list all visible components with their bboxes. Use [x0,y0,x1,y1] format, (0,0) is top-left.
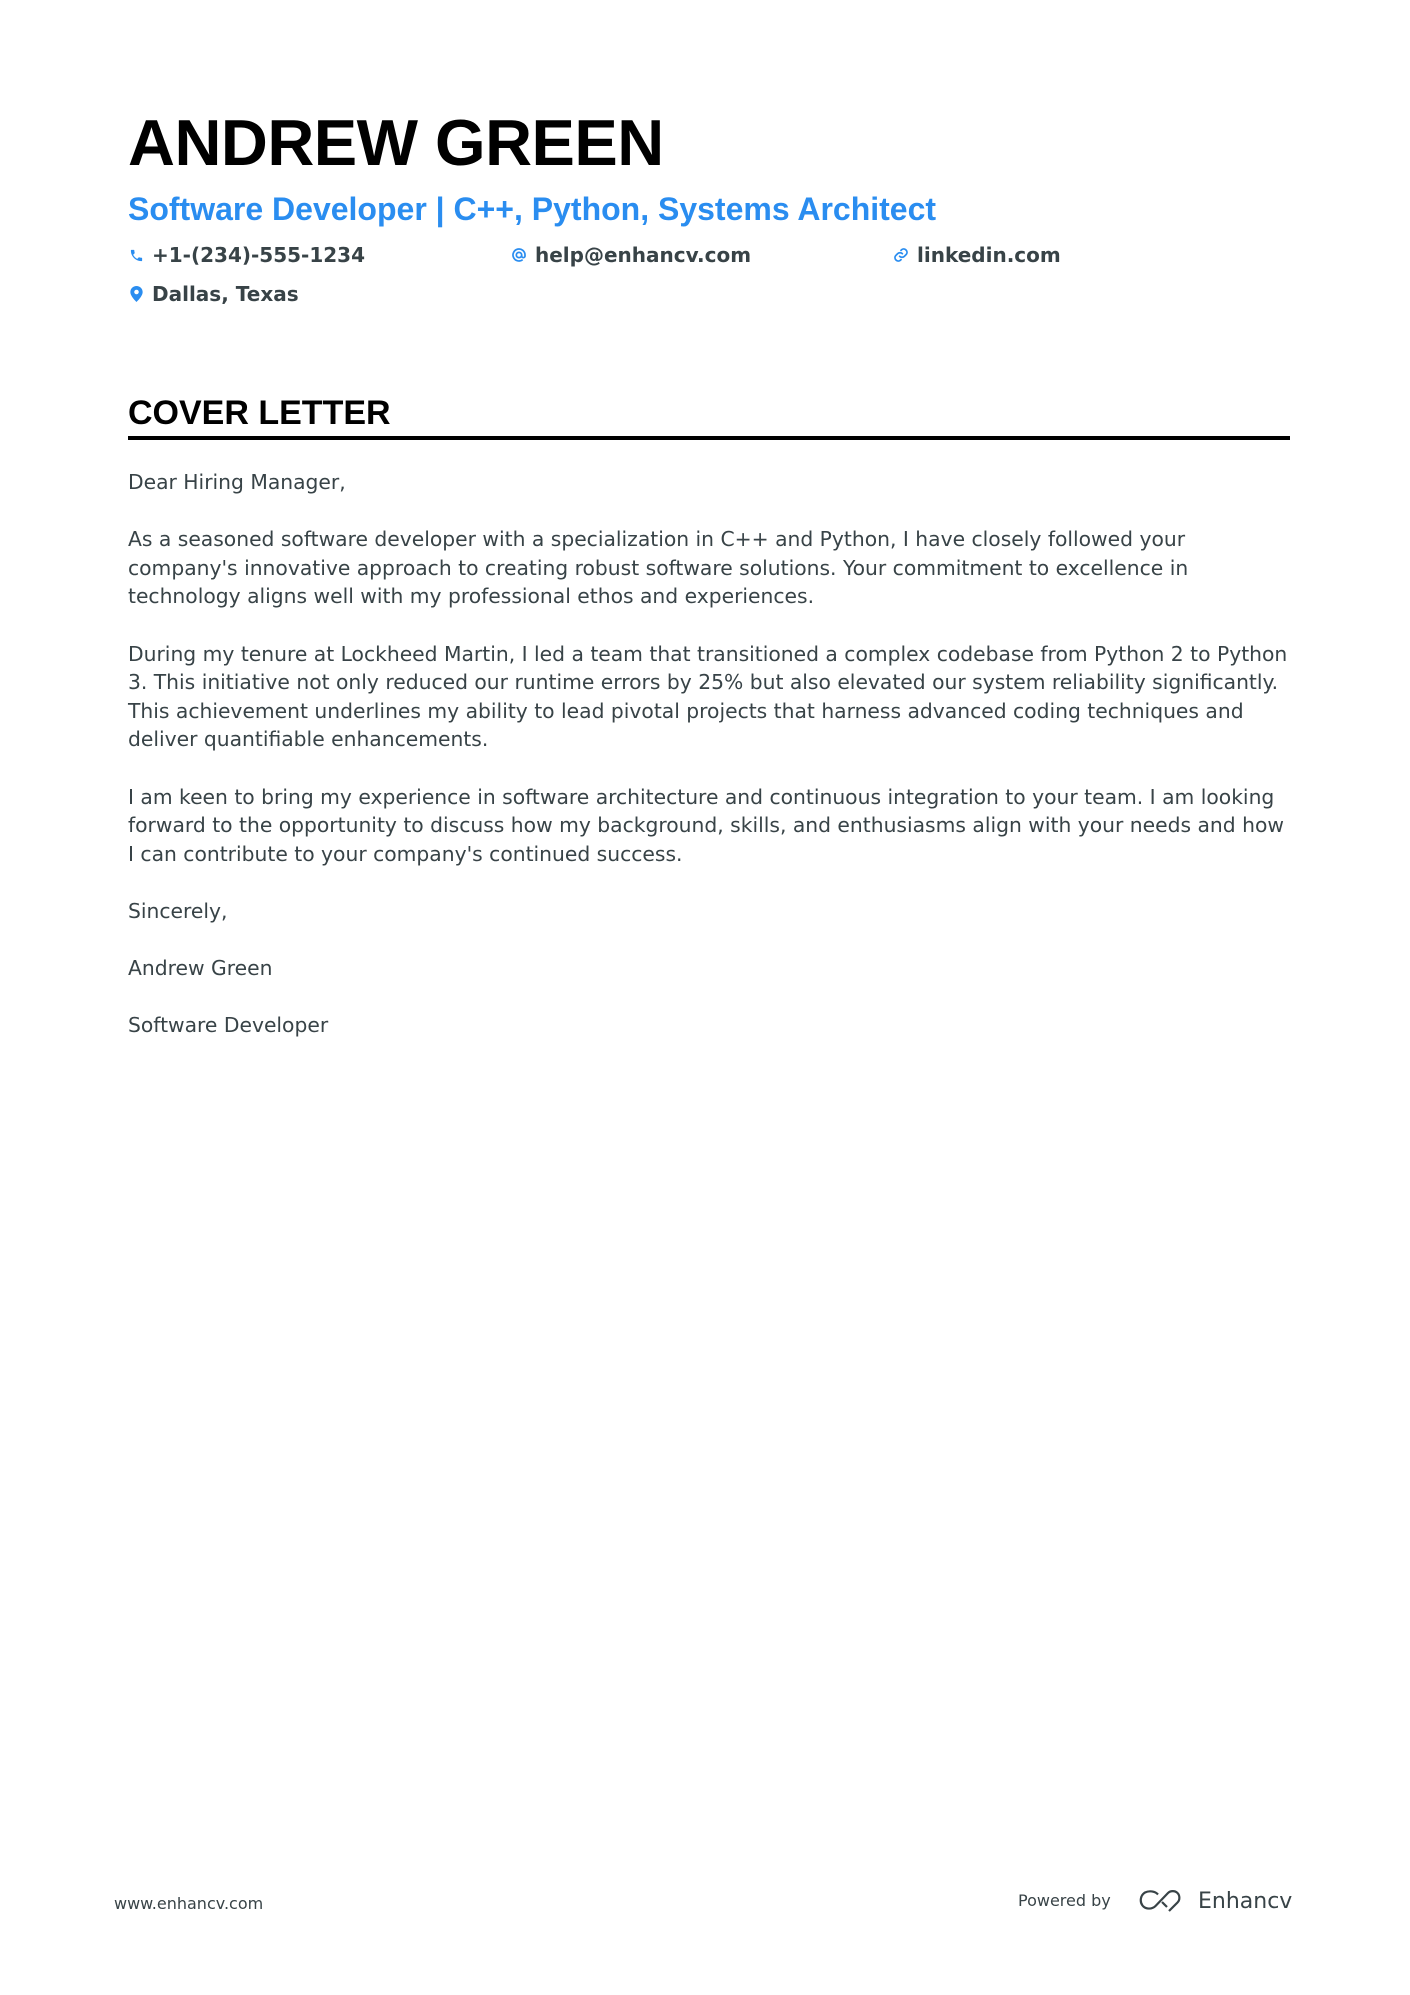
section-title: COVER LETTER [128,394,391,432]
letter-paragraph: During my tenure at Lockheed Martin, I led a team that transitioned a complex codebase from Python 2 to Python 3. This initiative not only reduced our runtime errors by 25% but also elevated our system reliability significantly. This achievement underlines my ability to lead pivotal projects that harness advanced coding techniques and deliver quantifiable enhancements. [128,641,1288,752]
email-text: help@enhancv.com [535,243,752,267]
contact-link [893,245,1061,265]
contact-phone [128,245,365,265]
footer-website: www.enhancv.com [114,1894,264,1913]
footer-powered-by: Powered by [1018,1891,1111,1910]
signature-title: Software Developer [128,1013,329,1038]
at-sign-icon [511,246,527,264]
section-divider [128,436,1290,440]
contact-location [128,284,299,304]
letter-body [128,468,1290,1068]
letter-paragraph: I am keen to bring my experience in software architecture and continuous integration to your team. I am looking forward to the opportunity to discuss how my background, skills, and enthusiasms align with your needs and how I can contribute to your company's continued success. [128,784,1284,866]
location-pin-icon [128,285,144,303]
phone-text: +1-(234)-555-1234 [152,243,366,267]
location-text: Dallas, Texas [152,282,299,306]
candidate-title: Software Developer | C++, Python, Systems Architect [128,191,937,227]
signature-name: Andrew Green [128,956,273,981]
footer-brand-name: Enhancv [1198,1889,1293,1914]
salutation: Dear Hiring Manager, [128,470,346,494]
link-icon [893,246,909,264]
letter-paragraph: As a seasoned software developer with a specialization in C++ and Python, I have closely followed your company's innovative approach to creating robust software solutions. Your commitment to excellence in technology aligns well with my professional ethos and experiences. [128,527,1189,609]
phone-icon [128,246,144,264]
contact-email [511,245,751,265]
candidate-name: ANDREW GREEN [128,106,664,179]
link-text: linkedin.com [917,243,1061,267]
enhancv-logo [1138,1888,1292,1916]
enhancv-logo-icon [1138,1888,1184,1916]
closing: Sincerely, [128,898,228,923]
